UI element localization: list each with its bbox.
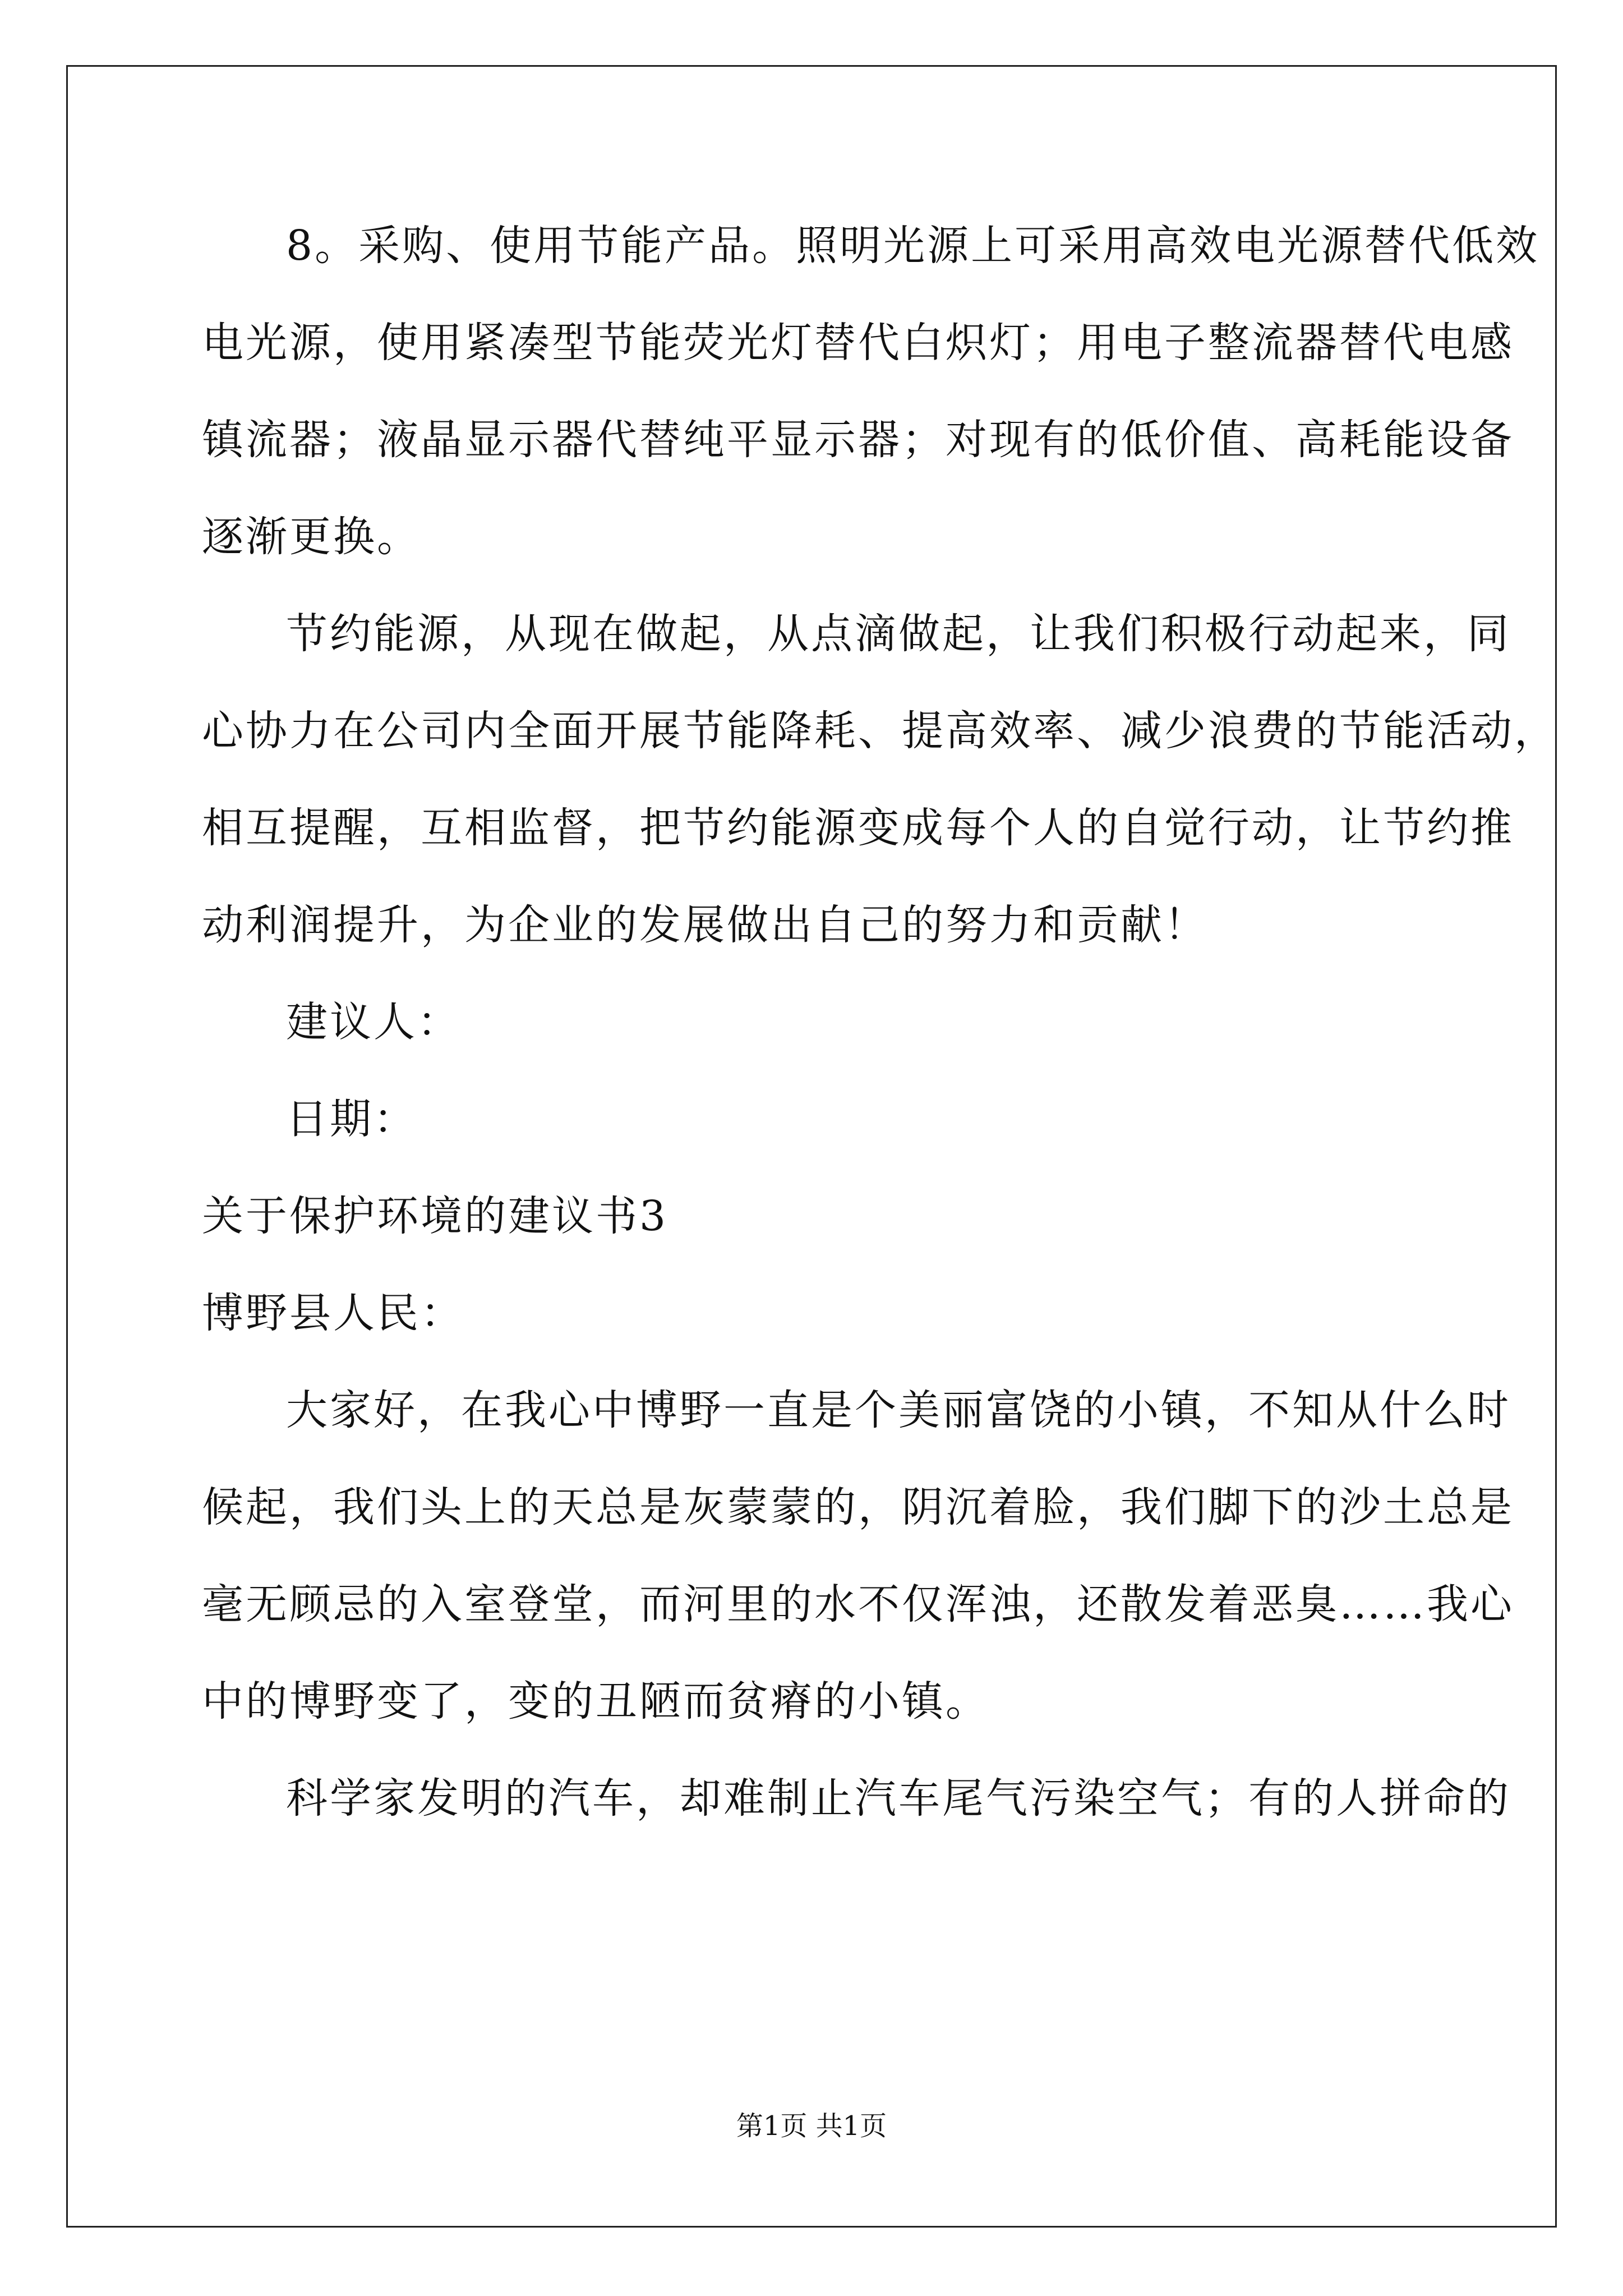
section-title: 关于保护环境的建议书3 [202, 1192, 668, 1240]
text-line: 中的博野变了，变的丑陋而贫瘠的小镇。 [202, 1677, 989, 1726]
text-line: 相互提醒，互相监督，把节约能源变成每个人的自觉行动，让节约推 [202, 804, 1514, 852]
date-label: 日期： [286, 1095, 417, 1143]
text-line: 电光源，使用紧凑型节能荧光灯替代白炽灯；用电子整流器替代电感 [202, 319, 1514, 367]
text-line: 科学家发明的汽车，却难制止汽车尾气污染空气；有的人拼命的 [286, 1774, 1511, 1823]
text-line: 毫无顾忌的入室登堂，而河里的水不仅浑浊，还散发着恶臭……我心 [202, 1580, 1514, 1628]
text-line: 候起，我们头上的天总是灰蒙蒙的，阴沉着脸，我们脚下的沙土总是 [202, 1483, 1514, 1531]
text-line: 逐渐更换。 [202, 513, 421, 561]
text-line: 动利润提升，为企业的发展做出自己的努力和贡献！ [202, 901, 1208, 949]
proposer-label: 建议人： [286, 998, 461, 1046]
salutation: 博野县人民： [202, 1289, 464, 1337]
text-line: 心协力在公司内全面开展节能降耗、提高效率、减少浪费的节能活动， [202, 707, 1558, 755]
page-footer: 第1页 共1页 [736, 2110, 887, 2142]
text-line: 节约能源，从现在做起，从点滴做起，让我们积极行动起来，同 [286, 610, 1511, 658]
text-line: 8。采购、使用节能产品。照明光源上可采用高效电光源替代低效 [286, 222, 1540, 270]
text-line: 镇流器；液晶显示器代替纯平显示器；对现有的低价值、高耗能设备 [202, 416, 1514, 464]
text-line: 大家好，在我心中博野一直是个美丽富饶的小镇，不知从什么时 [286, 1386, 1511, 1434]
